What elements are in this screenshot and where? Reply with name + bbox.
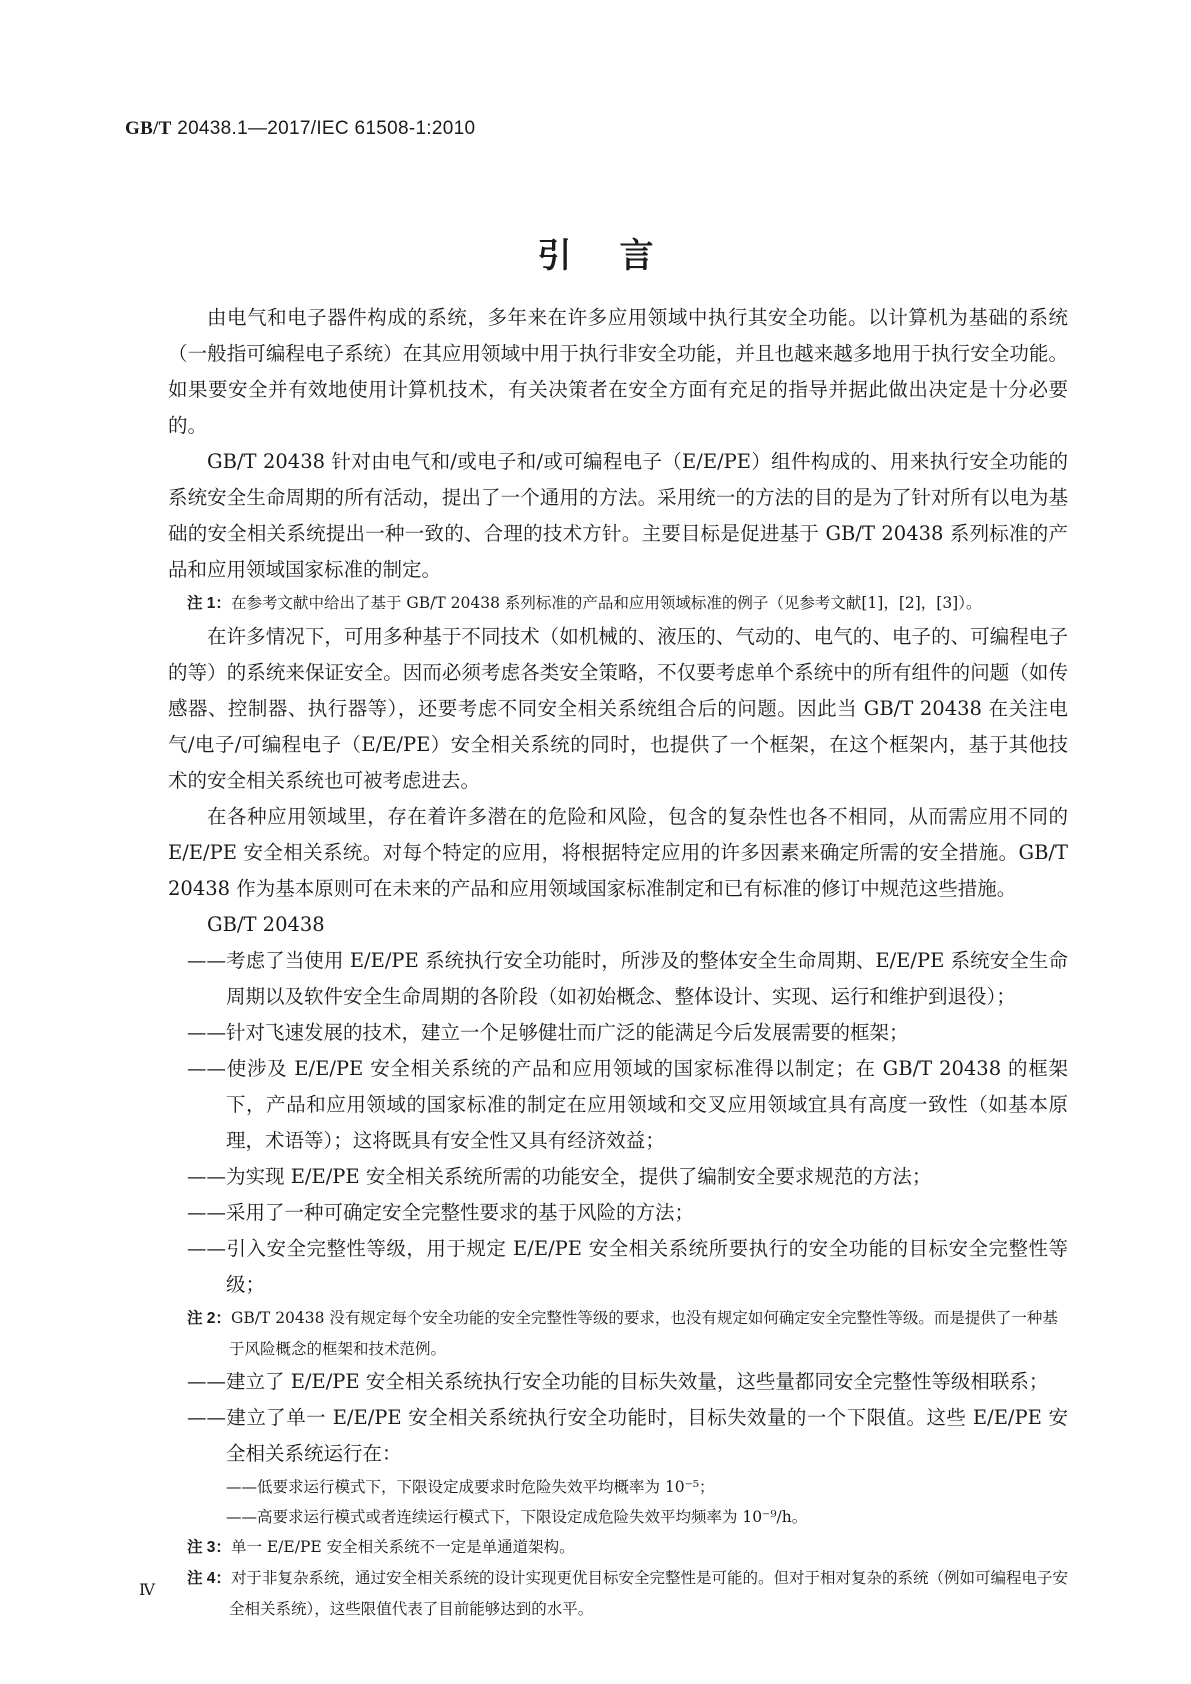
note-text: GB/T 20438 没有规定每个安全功能的安全完整性等级的要求，也没有规定如何确定安全完整性等级。而是提供了一种基于风险概念的框架和技术范例。	[229, 1309, 1058, 1358]
list-item: ——建立了单一 E/E/PE 安全相关系统执行安全功能时，目标失效量的一个下限值。这些 E/E/PE 安全相关系统运行在：	[187, 1406, 1068, 1465]
note-label: 注 1：	[187, 595, 231, 612]
note-label: 注 2：	[187, 1310, 231, 1327]
sub-list-item: ——高要求运行模式或者连续运行模式下，下限设定成危险失效平均频率为 10⁻⁹/h。	[226, 1508, 808, 1526]
page-number: Ⅳ	[139, 1580, 155, 1599]
sub-list-item: ——低要求运行模式下，下限设定成要求时危险失效平均概率为 10⁻⁵；	[226, 1478, 715, 1496]
note-text: 对于非复杂系统，通过安全相关系统的设计实现更优目标安全完整性是可能的。但对于相对复杂的系统（例如可编程电子安全相关系统），这些限值代表了目前能够达到的水平。	[229, 1569, 1068, 1618]
list-item: ——为实现 E/E/PE 安全相关系统所需的功能安全，提供了编制安全要求规范的方法；	[187, 1165, 932, 1188]
list-item: ——考虑了当使用 E/E/PE 系统执行安全功能时，所涉及的整体安全生命周期、E/E/PE 系统安全生命周期以及软件安全生命周期的各阶段（如初始概念、整体设计、实现、运行和维护到退役）；	[187, 949, 1068, 1008]
note-label: 注 4：	[187, 1570, 231, 1587]
note-text: 单一 E/E/PE 安全相关系统不一定是单通道架构。	[230, 1538, 575, 1556]
list-item: ——建立了 E/E/PE 安全相关系统执行安全功能的目标失效量，这些量都同安全完整性等级相联系；	[187, 1370, 1049, 1393]
standard-code: 20438.1—2017/IEC 61508-1:2010	[177, 118, 476, 139]
note-2	[187, 1303, 1068, 1364]
paragraph: 在许多情况下，可用多种基于不同技术（如机械的、液压的、气动的、电气的、电子的、可编程电子的等）的系统来保证安全。因而必须考虑各类安全策略，不仅要考虑单个系统中的所有组件的问题（如传感器、控制器、执行器等），还要考虑不同安全相关系统组合后的问题。因此当 GB/T 20438 在关注电气/电子/可编程电子（E/E/PE）安全相关系统的同时，也提供了一个框架，在这个框架内，基于其他技术的安全相关系统也可被考虑进去。	[168, 625, 1068, 792]
page-title: 引言	[537, 236, 702, 276]
paragraph: 在各种应用领域里，存在着许多潜在的危险和风险，包含的复杂性也各不相同，从而需应用不同的 E/E/PE 安全相关系统。对每个特定的应用，将根据特定应用的许多因素来确定所需的安全措施。GB/T 20438 作为基本原则可在未来的产品和应用领域国家标准制定和已有标准的修订中规范这些措施。	[168, 805, 1068, 900]
note-label: 注 3：	[187, 1539, 231, 1556]
note-4	[187, 1563, 1068, 1624]
standard-number	[125, 118, 475, 140]
paragraph: 由电气和电子器件构成的系统，多年来在许多应用领域中执行其安全功能。以计算机为基础的系统（一般指可编程电子系统）在其应用领域中用于执行非安全功能，并且也越来越多地用于执行安全功能。如果要安全并有效地使用计算机技术，有关决策者在安全方面有充足的指导并据此做出决定是十分必要的。	[168, 306, 1068, 437]
note-text: 在参考文献中给出了基于 GB/T 20438 系列标准的产品和应用领域标准的例子（见参考文献[1]，[2]，[3]）。	[230, 594, 982, 612]
paragraph: GB/T 20438 针对由电气和/或电子和/或可编程电子（E/E/PE）组件构成的、用来执行安全功能的系统安全生命周期的所有活动，提出了一个通用的方法。采用统一的方法的目的是为了针对所有以电为基础的安全相关系统提出一种一致的、合理的技术方针。主要目标是促进基于 GB/T 20438 系列标准的产品和应用领域国家标准的制定。	[168, 450, 1068, 581]
standard-prefix: GB/T	[125, 118, 172, 139]
list-item: ——采用了一种可确定安全完整性要求的基于风险的方法；	[187, 1201, 695, 1224]
document-body	[168, 300, 1068, 1624]
list-item: ——针对飞速发展的技术，建立一个足够健壮而广泛的能满足今后发展需要的框架；	[187, 1021, 909, 1044]
list-item: ——引入安全完整性等级，用于规定 E/E/PE 安全相关系统所要执行的安全功能的目标安全完整性等级；	[187, 1237, 1068, 1296]
list-item: ——使涉及 E/E/PE 安全相关系统的产品和应用领域的国家标准得以制定；在 GB/T 20438 的框架下，产品和应用领域的国家标准的制定在应用领域和交叉应用领域宜具有高度一致性（如基本原理，术语等）；这将既具有安全性又具有经济效益；	[187, 1057, 1068, 1152]
note-1	[187, 588, 1068, 619]
paragraph-intro: GB/T 20438	[207, 913, 325, 936]
note-3	[187, 1532, 1068, 1563]
